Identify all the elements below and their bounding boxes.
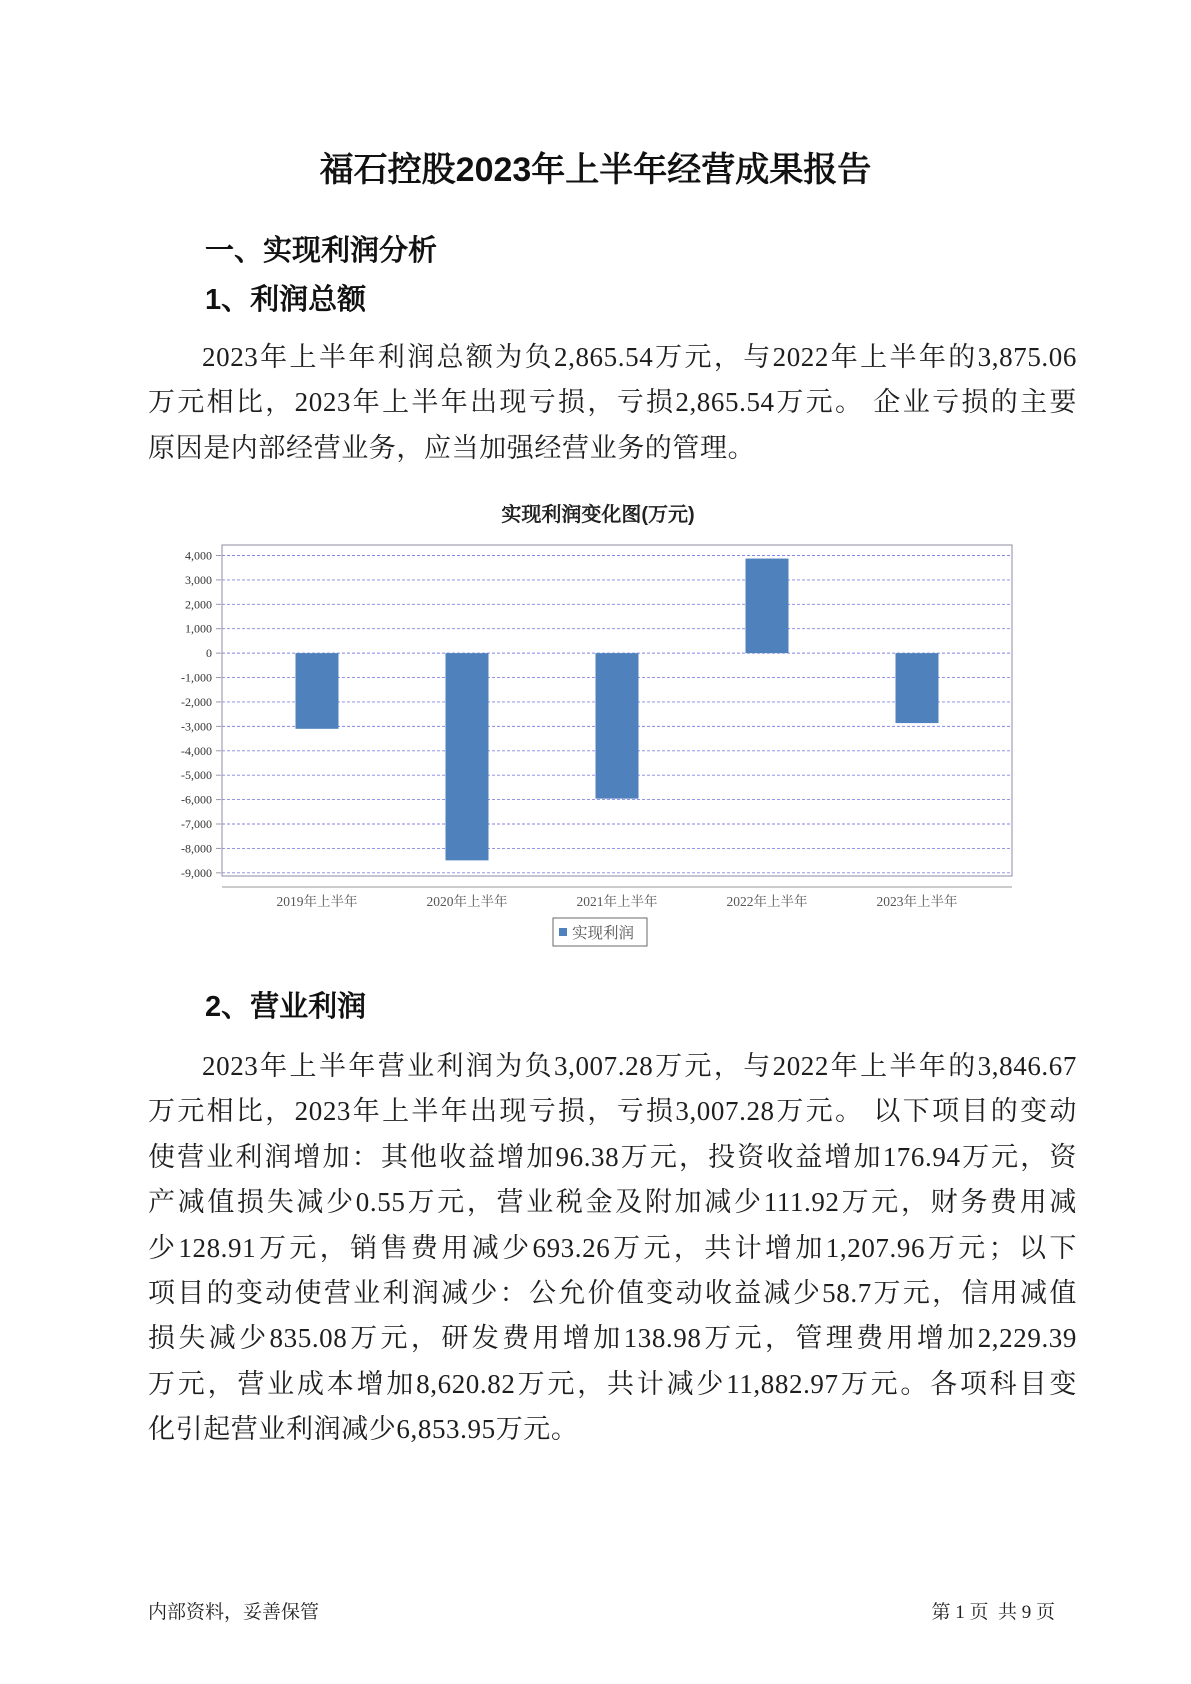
y-tick-label: -8,000: [181, 841, 212, 856]
y-tick-label: 1,000: [185, 621, 212, 636]
paragraph-line: 少128.91万元，销售费用减少693.26万元，共计增加1,207.96万元；以下: [148, 1232, 1077, 1263]
section-heading: 一、实现利润分析: [205, 235, 438, 267]
y-tick-label: -5,000: [181, 768, 212, 783]
footer-confidential-note: 内部资料，妥善保管: [148, 1602, 320, 1623]
total-profit-paragraph: [148, 335, 1077, 471]
subsection-heading-total-profit: 1、利润总额: [205, 284, 367, 316]
paragraph-line: 万元相比，2023年上半年出现亏损，亏损2,865.54万元。 企业亏损的主要: [148, 387, 1077, 418]
legend-swatch: [559, 928, 567, 936]
page-title: 福石控股2023年上半年经营成果报告: [319, 151, 872, 189]
chart-title: 实现利润变化图(万元): [501, 504, 695, 526]
legend: [553, 918, 647, 946]
y-tick-label: 4,000: [185, 548, 212, 563]
bar: [446, 653, 489, 860]
y-tick-label: -2,000: [181, 694, 212, 709]
y-tick-label: -1,000: [181, 670, 212, 685]
bar: [596, 653, 639, 798]
x-tick-label: 2022年上半年: [726, 894, 808, 909]
legend-label: 实现利润: [572, 925, 635, 942]
paragraph-line: 使营业利润增加：其他收益增加96.38万元，投资收益增加176.94万元，资: [148, 1141, 1077, 1172]
paragraph-line: 2023年上半年利润总额为负2,865.54万元，与2022年上半年的3,875.06: [202, 342, 1077, 372]
bar: [746, 559, 789, 654]
paragraph-line: 损失减少835.08万元，研发费用增加138.98万元，管理费用增加2,229.39: [148, 1323, 1077, 1354]
profit-change-chart: [148, 495, 1048, 955]
subsection-heading-operating-profit: 2、营业利润: [205, 991, 367, 1023]
operating-profit-paragraph: [148, 1044, 1077, 1453]
bar: [296, 653, 339, 729]
x-tick-label: 2023年上半年: [876, 894, 958, 909]
y-tick-label: -6,000: [181, 792, 212, 807]
paragraph-line: 化引起营业利润减少6,853.95万元。: [148, 1414, 579, 1445]
x-tick-label: 2021年上半年: [576, 894, 658, 909]
paragraph-line: 万元相比，2023年上半年出现亏损，亏损3,007.28万元。 以下项目的变动: [148, 1096, 1077, 1127]
bars: [296, 559, 939, 861]
y-tick-label: -7,000: [181, 817, 212, 832]
footer-page-number: 第 1 页 共 9 页: [931, 1602, 1055, 1623]
x-tick-label: 2019年上半年: [276, 894, 358, 909]
paragraph-line: 2023年上半年营业利润为负3,007.28万元，与2022年上半年的3,846.67: [202, 1051, 1077, 1081]
x-tick-label: 2020年上半年: [426, 894, 508, 909]
y-tick-label: 0: [206, 646, 212, 661]
y-tick-label: -3,000: [181, 719, 212, 734]
y-tick-label: 3,000: [185, 572, 212, 587]
paragraph-line: 项目的变动使营业利润减少：公允价值变动收益减少58.7万元，信用减值: [148, 1278, 1077, 1309]
paragraph-line: 产减值损失减少0.55万元，营业税金及附加减少111.92万元，财务费用减: [148, 1187, 1077, 1218]
paragraph-line: 万元，营业成本增加8,620.82万元，共计减少11,882.97万元。各项科目变: [148, 1368, 1077, 1399]
bar: [896, 653, 939, 723]
y-tick-label: -9,000: [181, 865, 212, 880]
y-tick-label: 2,000: [185, 597, 212, 612]
y-tick-label: -4,000: [181, 743, 212, 758]
paragraph-line: 原因是内部经营业务，应当加强经营业务的管理。: [148, 432, 756, 463]
